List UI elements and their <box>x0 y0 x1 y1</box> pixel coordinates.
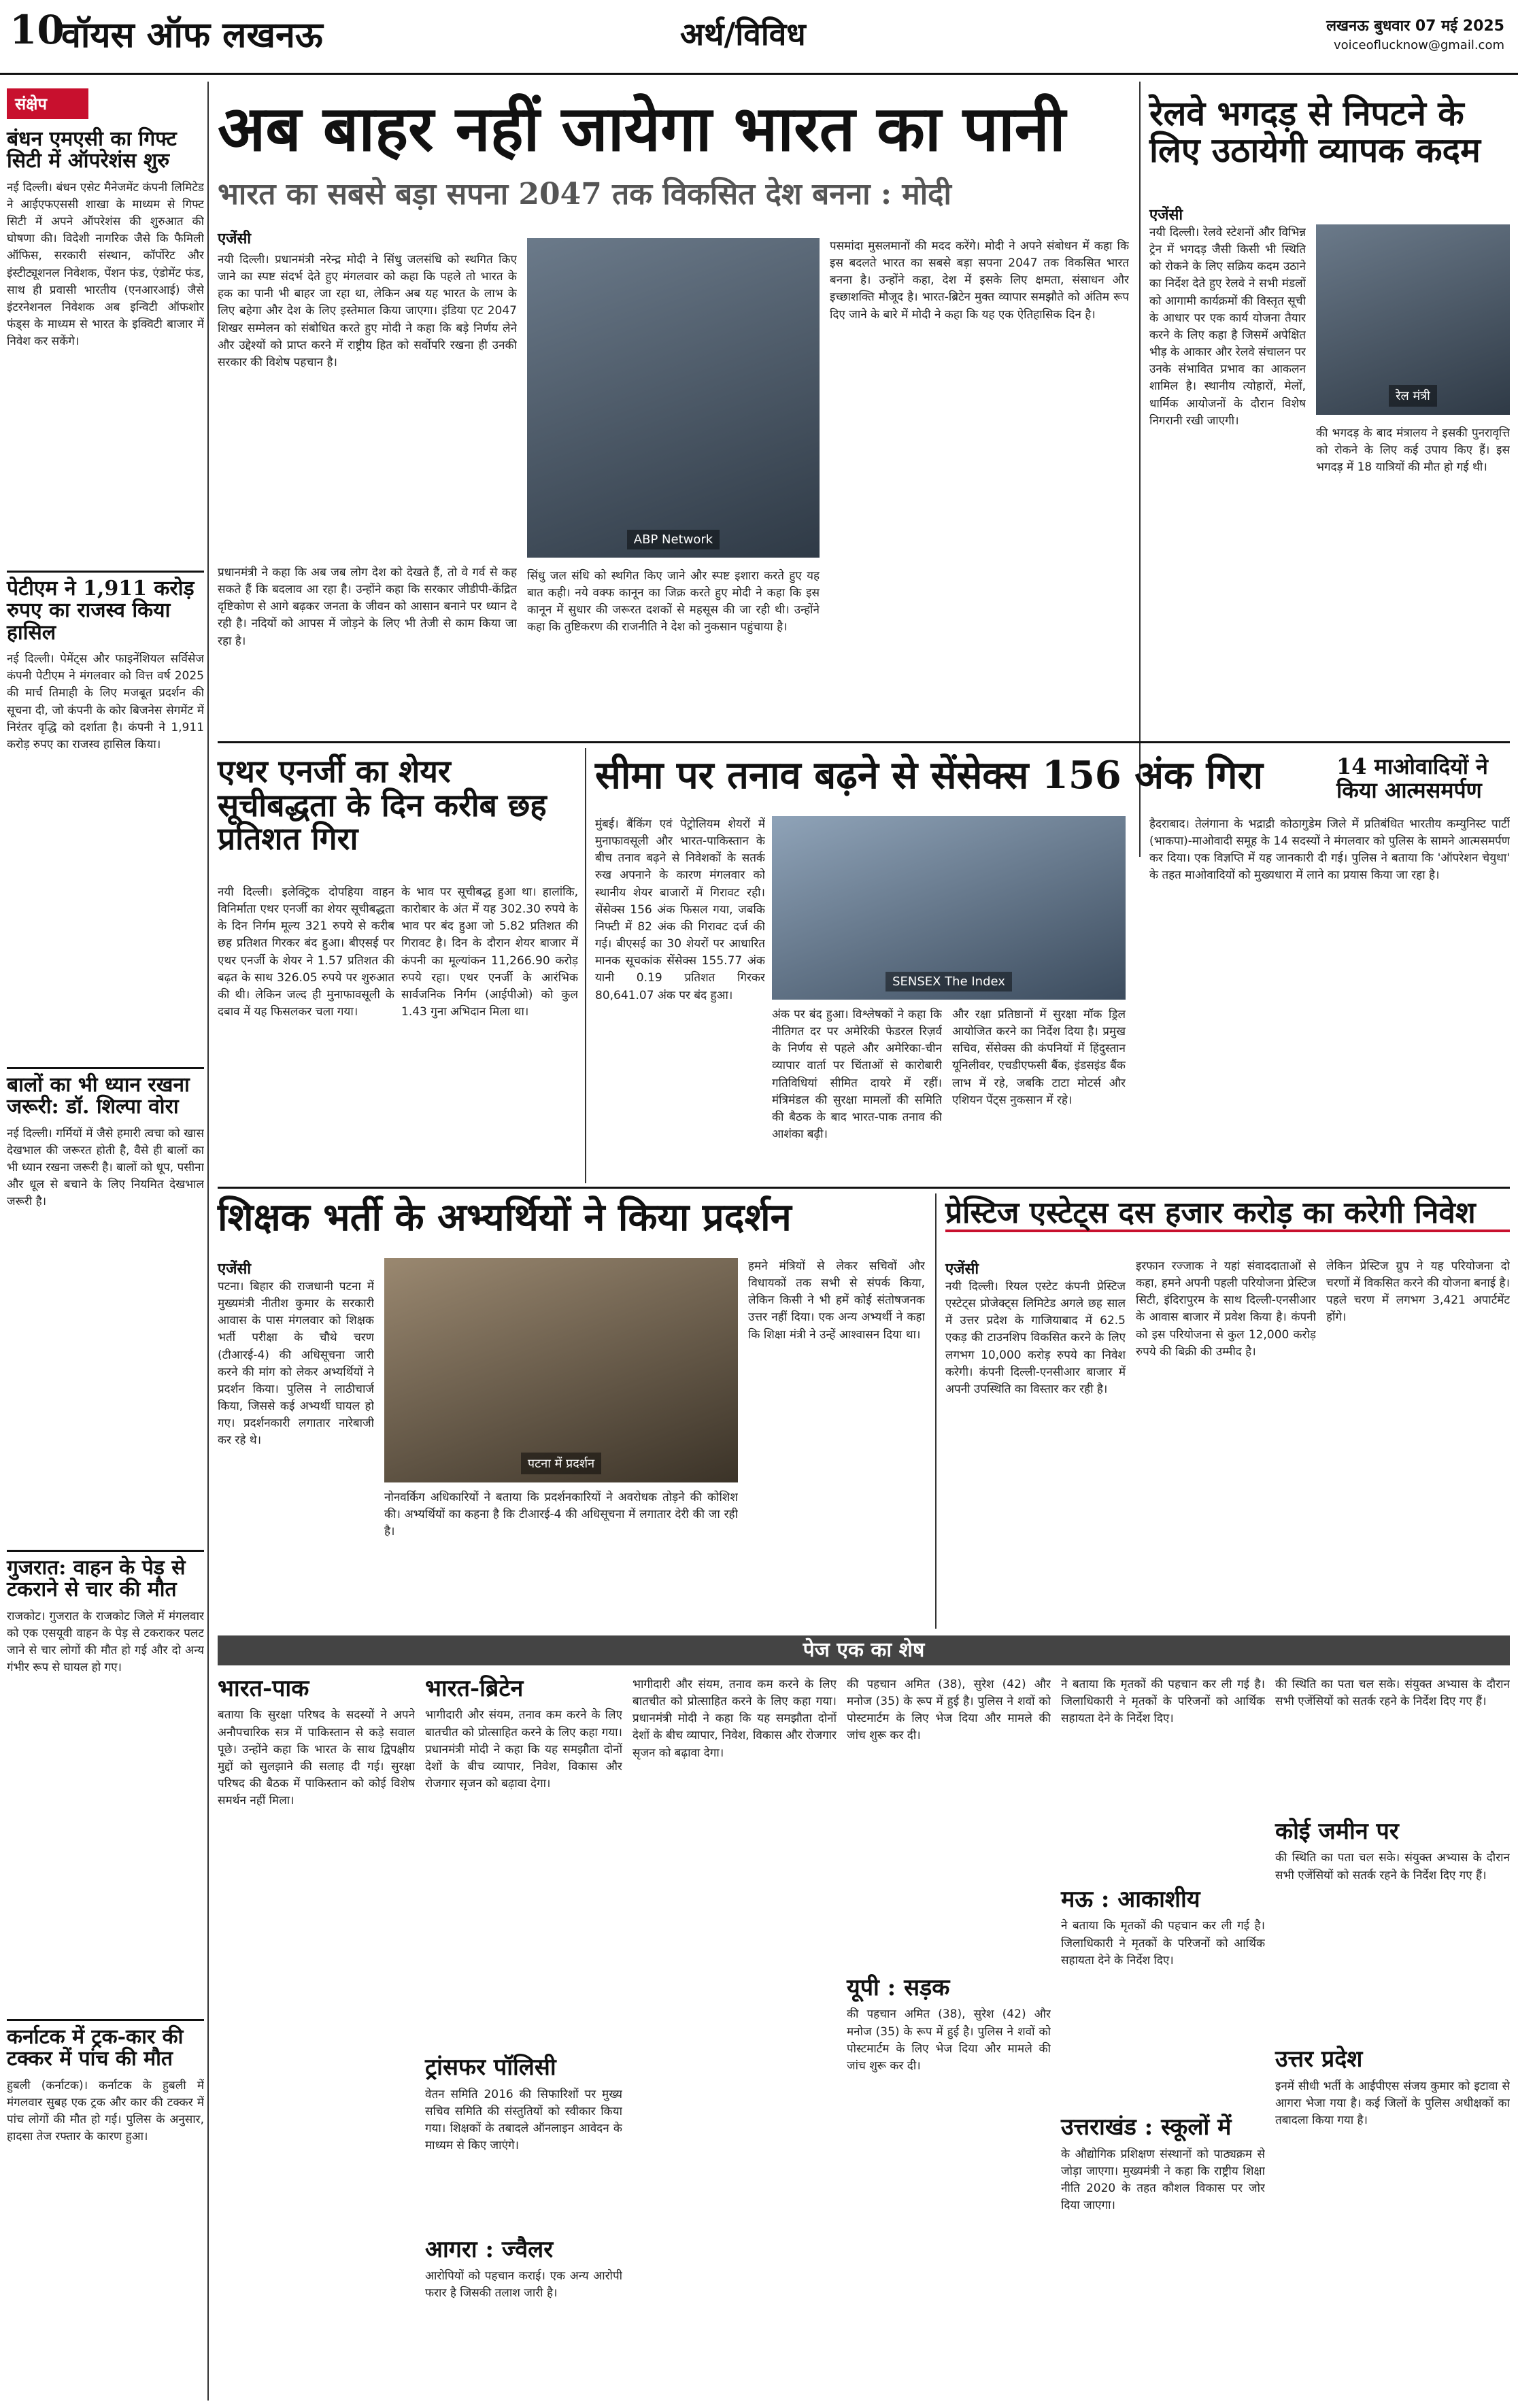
continuation-body: इनमें सीधी भर्ती के आईपीएस संजय कुमार को इटावा से आगरा भेजा गया है। कई जिलों के पुलिस अधीक्षकों का तबादला किया गया है। <box>1275 2079 1510 2128</box>
prestige-body-2: इरफान रज्जाक ने यहां संवाददाताओं से कहा, हमने अपनी पहली परियोजना प्रेस्टिज सिटी, इंदिरापुरम के साथ दिल्ली-एनसीआर के आवास बाजार में प्रवेश किया है। कंपनी को इस परियोजना से कुल 12,000 करोड़ रुपये की बिक्री की उम्मीद है। <box>1136 1259 1316 1359</box>
continuation-body: वेतन समिति 2016 की सिफारिशों पर मुख्य सचिव समिति की संस्तुतियों को स्वीकार किया गया। शिक्षकों के तबादले ऑनलाइन आवेदन के माध्यम से किए जाएंगे। <box>425 2087 622 2153</box>
story-headline: कर्नाटक में ट्रक-कार की टक्कर में पांच की मौत <box>7 2019 204 2071</box>
continuation-body: के औद्योगिक प्रशिक्षण संस्थानों को पाठ्यक्रम से जोड़ा जाएगा। मुख्यमंत्री ने कहा कि राष्ट्रीय शिक्षा नीति 2020 के तहत कौशल विकास पर जोर दिया जाएगा। <box>1061 2147 1265 2213</box>
continuation-column <box>1275 1676 1510 2397</box>
sidebar-tag: संक्षेप <box>7 88 88 119</box>
continuation-filler: की पहचान अमित (38), सुरेश (42) और मनोज (35) के रूप में हुई है। पुलिस ने शवों को पोस्टमार्टम के लिए भेज दिया और मामले की जांच शुरू कर दी। <box>847 1678 1051 1743</box>
railway-agency: एजेंसी <box>1149 207 1183 224</box>
row-divider <box>218 741 1510 743</box>
story-body: नई दिल्ली। पेमेंट्स और फाइनेंशियल सर्विसेज कंपनी पेटीएम ने मंगलवार को वित्त वर्ष 2025 की मार्च तिमाही के लिए मजबूत प्रदर्शन की सूचना दी, जो कंपनी के कोर बिजनेस सेगमेंट में निरंतर वृद्धि को दर्शाता है। कंपनी ने 1,911 करोड़ रुपए का राजस्व हासिल किया। <box>7 652 204 751</box>
continuation-body: भागीदारी और संयम, तनाव कम करने के लिए बातचीत को प्रोत्साहित करने के लिए कहा गया। प्रधानमंत्री मोदी ने कहा कि यह समझौता दोनों देशों के बीच व्यापार, निवेश, विकास और रोजगार सृजन को बढ़ावा देगा। <box>425 1708 622 1791</box>
continuation-headline: भारत-पाक <box>218 1675 309 1702</box>
lead-photo <box>527 238 820 558</box>
railway-body: नयी दिल्ली। रेलवे स्टेशनों और विभिन्न ट्रेन में भगदड़ जैसी किसी भी स्थिति को रोकने के लिए सक्रिय कदम उठाने का निर्देश देते हुए रेलवे ने सभी मंडलों को आगामी कार्यक्रमों की विस्तृत सूची के आधार पर एक कार्य योजना तैयार करने के लिए कहा है जिसमें अपेक्षित भीड़ के आकार और रेलवे संचालन पर उनके संभावित प्रभाव का आकलन शामिल है। स्थानीय त्योहारों, मेलों, धार्मिक आयोजनों के दौरान विशेष निगरानी रखी जाएगी। <box>1149 226 1306 428</box>
page-number: 10 <box>10 7 65 53</box>
continuation-filler: ने बताया कि मृतकों की पहचान कर ली गई है। जिलाधिकारी ने मृतकों के परिजनों को आर्थिक सहायता देने के निर्देश दिए। <box>1061 1678 1265 1726</box>
continuation-banner: पेज एक का शेष <box>218 1635 1510 1665</box>
continuation-body: ने बताया कि मृतकों की पहचान कर ली गई है। जिलाधिकारी ने मृतकों के परिजनों को आर्थिक सहायता देने के निर्देश दिए। <box>1061 1919 1265 1967</box>
continuation-headline: ट्रांसफर पॉलिसी <box>425 2054 556 2082</box>
continuation-body: आरोपियों को पहचान कराई। एक अन्य आरोपी फरार है जिसकी तलाश जारी है। <box>425 2269 622 2301</box>
story-body: राजकोट। गुजरात के राजकोट जिले में मंगलवार को एक एसयूवी वाहन के पेड़ से टकराकर पलट जाने से चार लोगों की मौत हो गई और दो अन्य गंभीर रूप से घायल हो गए। <box>7 1609 204 1675</box>
prestige-headline: प्रेस्टिज एस्टेट्स दस हजार करोड़ का करेगी निवेश <box>945 1197 1510 1232</box>
continuation-headline: आगरा : ज्वैलर <box>425 2235 554 2263</box>
continuation-column <box>1061 1676 1265 2397</box>
story-headline: पेटीएम ने 1,911 करोड़ रुपए का राजस्व किया हासिल <box>7 571 204 644</box>
continuation-headline: यूपी : सड़क <box>847 1974 950 2001</box>
section-name: अर्थ/विविध <box>680 16 806 52</box>
dateline: लखनऊ बुधवार 07 मई 2025 <box>1326 18 1504 35</box>
sensex-headline: सीमा पर तनाव बढ़ने से सेंसेक्स 156 अंक गिरा <box>595 753 1263 798</box>
story-headline: बालों का भी ध्यान रखना जरूरी: डॉ. शिल्पा वोरा <box>7 1067 204 1119</box>
continuation-body: बताया कि सुरक्षा परिषद के सदस्यों ने अपने अनौपचारिक सत्र में पाकिस्तान से कड़े सवाल पूछे। उन्होंने कहा कि भारत के साथ द्विपक्षीय मुद्दों को सुलझाने की सलाह दी गई। सुरक्षा परिषद की बैठक में पाकिस्तान को कोई विशेष समर्थन नहीं मिला। <box>218 1708 415 1808</box>
sidebar-story <box>7 2019 204 2400</box>
masthead <box>0 0 1518 75</box>
sidebar <box>7 88 204 2401</box>
continuation-column <box>632 1676 837 2397</box>
column-divider <box>935 1193 937 1629</box>
continuation-column <box>425 1676 622 2397</box>
sensex-body-3: और रक्षा प्रतिष्ठानों में सुरक्षा मॉक ड्रिल आयोजित करने का निर्देश दिया है। प्रमुख सचिव, सेंसेक्स की कंपनियों में हिंदुस्तान यूनिलीवर, एचडीएफसी बैंक, इंडसइंड बैंक लाभ में रहे, जबकि टाटा मोटर्स और एशियन पेंट्स नुकसान में रहे। <box>952 1008 1126 1107</box>
continuation-body: की स्थिति का पता चल सके। संयुक्त अभ्यास के दौरान सभी एजेंसियों को सतर्क रहने के निर्देश दिए गए हैं। <box>1275 1851 1510 1882</box>
lead-body-4: पसमांदा मुसलमानों की मदद करेंगे। मोदी ने अपने संबोधन में कहा कि इस बदलते भारत का सबसे बड़ा सपना 2047 तक विकसित भारत बनना है। उन्होंने कहा, देश में इसके लिए क्षमता, संसाधन और इच्छाशक्ति मौजूद है। भारत-ब्रिटेन मुक्त व्यापार समझौते को अंतिम रूप दिए जाने के बारे में मोदी ने कहा कि यह एक ऐतिहासिक दिन है। <box>830 239 1129 322</box>
continuation-headline: भारत-ब्रिटेन <box>425 1675 524 1702</box>
sensex-body-2: अंक पर बंद हुआ। विश्लेषकों ने कहा कि नीतिगत दर पर अमेरिकी फेडरल रिज़र्व के निर्णय से पहले और अमेरिका-चीन व्यापार वार्ता पर चिंताओं से कारोबारी गतिविधियां सीमित दायरे में रहीं। मंत्रिमंडल की सुरक्षा मामलों की समिति की बैठक के बाद भारत-पाक तनाव की आशंका बढ़ी। <box>772 1008 942 1142</box>
teachers-photo-label: पटना में प्रदर्शन <box>521 1453 601 1474</box>
teachers-headline: शिक्षक भर्ती के अभ्यर्थियों ने किया प्रदर्शन <box>218 1195 792 1240</box>
railway-photo-label: रेल मंत्री <box>1389 385 1437 407</box>
lead-body-1: नयी दिल्ली। प्रधानमंत्री नरेन्द्र मोदी ने सिंधु जलसंधि को स्थगित किए जाने का स्पष्ट संदर्भ देते हुए मंगलवार को कहा कि पहले तो भारत के हक का पानी भी बाहर जा रहा था, लेकिन अब यह भारत के लाभ के लिए बहेगा और देश के लिए इस्तेमाल किया जाएगा। इंडिया एट 2047 शिखर सम्मेलन को संबोधित करते हुए मोदी ने कहा कि बड़े निर्णय लेने और उद्देश्यों को प्राप्त करने में राष्ट्रीय हित को सर्वोपरि रखना ही उनकी सरकार की विशेष पहचान है। <box>218 253 517 369</box>
naxal-headline: 14 माओवादियों ने किया आत्मसमर्पण <box>1336 753 1488 803</box>
lead-photo-label: ABP Network <box>627 530 720 549</box>
continuation-headline: कोई जमीन पर <box>1275 1818 1399 1845</box>
continuation-headline: मऊ : आकाशीय <box>1061 1886 1200 1913</box>
sidebar-story <box>7 1067 204 1543</box>
column-divider <box>1139 82 1141 857</box>
ether-headline: एथर एनर्जी का शेयर सूचीबद्धता के दिन करीब छह प्रतिशत गिरा <box>218 753 547 858</box>
sidebar-story <box>7 129 204 564</box>
column-divider <box>585 748 586 1183</box>
lead-subhead: भारत का सबसे बड़ा सपना 2047 तक विकसित देश बनना : मोदी <box>218 177 951 211</box>
story-headline: बंधन एमएसी का गिफ्ट सिटी में ऑपरेशंस शुरु <box>7 127 177 173</box>
continuation-headline: उत्तराखंड : स्कूलों में <box>1061 2114 1232 2141</box>
lead-body-3: सिंधु जल संधि को स्थगित किए जाने और स्पष्ट इशारा करते हुए यह बात कही। नये वक्फ कानून का जिक्र करते हुए मोदी ने कहा कि इस कानून में सुधार की जरूरत दशकों से महसूस की जा रही थी। उन्होंने कहा कि तुष्टिकरण की राजनीति ने देश को नुकसान पहुंचाया है। <box>527 569 820 634</box>
row-divider <box>218 1187 1510 1189</box>
teachers-body-1: पटना। बिहार की राजधानी पटना में मुख्यमंत्री नीतीश कुमार के सरकारी आवास के पास मंगलवार को शिक्षक भर्ती परीक्षा के चौथे चरण (टीआरई-4) की अधिसूचना जारी करने की मांग को लेकर अभ्यर्थियों ने प्रदर्शन किया। पुलिस ने लाठीचार्ज किया, जिससे कई अभ्यर्थी घायल हो गए। प्रदर्शनकारी लगातार नारेबाजी कर रहे थे। <box>218 1280 374 1448</box>
continuation-column <box>218 1676 415 2397</box>
sensex-photo <box>772 816 1126 1000</box>
ether-body-1: नयी दिल्ली। इलेक्ट्रिक दोपहिया वाहन विनिर्माता एथर एनर्जी का शेयर सूचीबद्धता के दिन निर्गम मूल्य 321 रुपये से करीब छह प्रतिशत गिरकर बंद हुआ। बीएसई पर एथर एनर्जी के शेयर ने 1.57 प्रतिशत की बढ़त के साथ 326.05 रुपये पर शुरुआत की थी। लेकिन जल्द ही मुनाफावसूली के दबाव में यह फिसलकर चला गया। <box>218 885 394 1019</box>
railway-headline: रेलवे भगदड़ से निपटने के लिए उठायेगी व्यापक कदम <box>1149 93 1481 170</box>
story-body: नई दिल्ली। गर्मियों में जैसे हमारी त्वचा को खास देखभाल की जरूरत होती है, वैसे ही बालों का भी ध्यान रखना जरूरी है। बालों को धूप, पसीना और धूल से बचाने के लिए नियमित देखभाल जरूरी है। <box>7 1126 204 1209</box>
prestige-body-3: लेकिन प्रेस्टिज ग्रुप ने यह परियोजना दो चरणों में विकसित करने की योजना बनाई है। पहले चरण में लगभग 3,421 अपार्टमेंट होंगे। <box>1326 1259 1510 1325</box>
lead-headline: अब बाहर नहीं जायेगा भारत का पानी <box>218 92 1066 165</box>
teachers-photo <box>384 1258 738 1482</box>
continuation-filler: भागीदारी और संयम, तनाव कम करने के लिए बातचीत को प्रोत्साहित करने के लिए कहा गया। प्रधानमंत्री मोदी ने कहा कि यह समझौता दोनों देशों के बीच व्यापार, निवेश, विकास और रोजगार सृजन को बढ़ावा देगा। <box>632 1678 837 1760</box>
story-headline: गुजरात: वाहन के पेड़ से टकराने से चार की मौत <box>7 1550 204 1601</box>
sidebar-story <box>7 1550 204 2012</box>
naxal-body: हैदराबाद। तेलंगाना के भद्राद्री कोठागुडेम जिले में प्रतिबंधित भारतीय कम्युनिस्ट पार्टी (भाकपा)-माओवादी समूह के 14 सदस्यों ने मंगलवार को पुलिस के सामने आत्मसमर्पण कर दिया। एक विज्ञप्ति में यह जानकारी दी गई। पुलिस ने बताया कि 'ऑपरेशन चेयुथा' के तहत माओवादियों को मुख्यधारा में लाने का प्रयास किया जा रहा है। <box>1149 817 1510 883</box>
story-body: नई दिल्ली। बंधन एसेट मैनेजमेंट कंपनी लिमिटेड ने आईएफएससी शाखा के माध्यम से गिफ्ट सिटी में अपने ऑपरेशंस की शुरुआत की घोषणा की। विदेशी नागरिक जैसे कि फैमिली ऑफिस, सरकारी संस्थान, कॉर्पोरेट और इंस्टीट्यूशनल निवेशक, पेंशन फंड, एंडोमेंट फंड, साथ ही प्रवासी भारतीय (एनआरआई) जैसे इंटरनेशनल निवेशक अब इन्विटी ऑफशोर फंड्स के माध्यम से भारत के इक्विटी बाजार में निवेश कर सकेंगे। <box>7 180 204 349</box>
continuation-body: की पहचान अमित (38), सुरेश (42) और मनोज (35) के रूप में हुई है। पुलिस ने शवों को पोस्टमार्टम के लिए भेज दिया और मामले की जांच शुरू कर दी। <box>847 2007 1051 2073</box>
sensex-photo-label: SENSEX The Index <box>885 972 1012 991</box>
continuation-headline: उत्तर प्रदेश <box>1275 2046 1363 2073</box>
sidebar-story <box>7 571 204 1060</box>
prestige-body-1: नयी दिल्ली। रियल एस्टेट कंपनी प्रेस्टिज एस्टेट्स प्रोजेक्ट्स लिमिटेड अगले छह साल में उत्तर प्रदेश के गाजियाबाद में 62.5 एकड़ की टाउनशिप विकसित करने के लिए लगभग 10,000 करोड़ रुपये का निवेश करेगी। कंपनी दिल्ली-एनसीआर बाजार में अपनी उपस्थिति का विस्तार कर रही है। <box>945 1280 1126 1396</box>
contact-email: voiceoflucknow@gmail.com <box>1333 38 1504 52</box>
teachers-body-2: नोनवर्किग अधिकारियों ने बताया कि प्रदर्शनकारियों ने अवरोधक तोड़ने की कोशिश की। अभ्यर्थियों का कहना है कि टीआरई-4 की अधिसूचना में लगातार देरी की जा रही है। <box>384 1491 738 1539</box>
railway-body-2: की भगदड़ के बाद मंत्रालय ने इसकी पुनरावृत्ति को रोकने के लिए कई उपाय किए हैं। इस भगदड़ में 18 यात्रियों की मौत हो गई थी। <box>1316 426 1510 475</box>
story-body: हुबली (कर्नाटक)। कर्नाटक के हुबली में मंगलवार सुबह एक ट्रक और कार की टक्कर में पांच लोगों की मौत हो गई। पुलिस के अनुसार, हादसा तेज रफ्तार के कारण हुआ। <box>7 2078 204 2144</box>
continuation-filler: की स्थिति का पता चल सके। संयुक्त अभ्यास के दौरान सभी एजेंसियों को सतर्क रहने के निर्देश दिए गए हैं। <box>1275 1678 1510 1709</box>
paper-name: वॉयस ऑफ लखनऊ <box>61 14 323 56</box>
ether-body-2: के भाव पर सूचीबद्ध हुआ था। हालांकि, कारोबार के अंत में यह 302.30 रुपये के भाव पर बंद हुआ जो 5.82 प्रतिशत की गिरावट है। दिन के दौरान शेयर बाजार में कंपनी का मूल्यांकन 11,266.90 करोड़ रुपये रहा। एथर एनर्जी के आरंभिक सार्वजनिक निर्गम (आईपीओ) को कुल 1.43 गुना अभिदान मिला था। <box>401 885 578 1019</box>
lead-agency: एजेंसी <box>218 231 252 248</box>
teachers-agency: एजेंसी <box>218 1261 252 1278</box>
lead-body-2: प्रधानमंत्री ने कहा कि अब जब लोग देश को देखते हैं, तो वे गर्व से कह सकते हैं कि बदलाव आ रहा है। उन्होंने कहा कि सरकार जीडीपी-केंद्रित दृष्टिकोण से आगे बढ़कर जनता के जीवन को आसान बनाने पर ध्यान दे रही है। नदियों को आपस में जोड़ने के लिए भी तेजी से काम किया जा रहा है। <box>218 566 517 648</box>
sensex-body-1: मुंबई। बैंकिंग एवं पेट्रोलियम शेयरों में मुनाफावसूली और भारत-पाकिस्तान के बीच तनाव बढ़ने से निवेशकों के सतर्क रुख अपनाने के कारण मंगलवार को स्थानीय शेयर बाजारों में गिरावट रही। सेंसेक्स 156 अंक फिसल गया, जबकि निफ्टी में 82 अंक की गिरावट दर्ज की गई। बीएसई का 30 शेयरों पर आधारित मानक सूचकांक सेंसेक्स 155.77 अंक यानी 0.19 प्रतिशत गिरकर 80,641.07 अंक पर बंद हुआ। <box>595 817 765 1002</box>
railway-photo <box>1316 224 1510 415</box>
prestige-agency: एजेंसी <box>945 1261 979 1278</box>
continuation-column <box>847 1676 1051 2397</box>
teachers-body-3: हमने मंत्रियों से लेकर सचिवों और विधायकों तक सभी से संपर्क किया, लेकिन किसी ने भी हमें कोई संतोषजनक उत्तर नहीं दिया। एक अन्य अभ्यर्थी ने कहा कि शिक्षा मंत्री ने उन्हें आश्वासन दिया था। <box>748 1259 925 1342</box>
column-divider <box>207 82 209 2401</box>
